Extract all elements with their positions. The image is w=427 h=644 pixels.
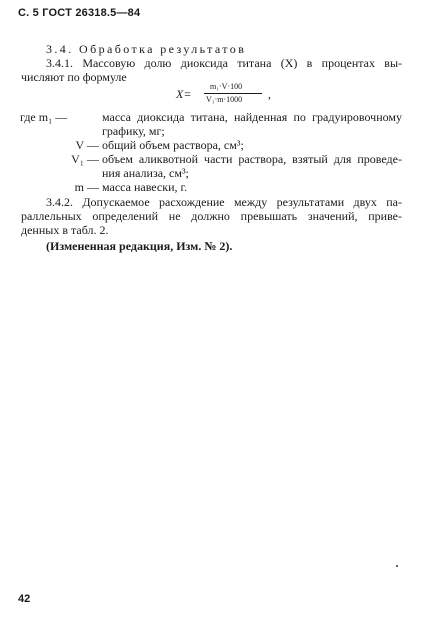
def-text-v1-cont: ния анализа, см³; — [102, 166, 189, 180]
formula-numerator: m₁·V·100 — [210, 82, 243, 91]
formula-comma: , — [268, 87, 271, 101]
formula-lhs: X= — [176, 87, 192, 101]
section-title: 3.4. Обработка результатов — [46, 42, 247, 56]
paragraph-3-4-1-line-1: 3.4.1. Массовую долю диоксида титана (X) в процентах вы- — [46, 56, 402, 70]
paragraph-3-4-2-line-2: раллельных определений не должно превышать значений, приве- — [21, 209, 402, 223]
def-symbol-m: m — — [74, 180, 99, 194]
page-number: 42 — [18, 593, 31, 605]
paragraph-3-4-2-line-1: 3.4.2. Допускаемое расхождение между результатами двух па- — [46, 195, 402, 209]
def-text-m: масса навески, г. — [102, 180, 188, 194]
def-text-v1: объем аликвотной части раствора, взятый для проведе- — [102, 152, 402, 166]
def-text-m1: масса диоксида титана, найденная по градуировочному — [102, 110, 402, 124]
def-text-v: общий объем раствора, см³; — [102, 138, 244, 152]
fraction-bar — [204, 93, 262, 94]
paragraph-3-4-2-line-3: денных в табл. 2. — [21, 223, 109, 237]
formula-denominator: V₁·m·1000 — [206, 95, 243, 104]
stray-mark — [396, 565, 398, 567]
def-text-m1-cont: графику, мг; — [102, 124, 165, 138]
amendment-note: (Измененная редакция, Изм. № 2). — [46, 239, 233, 253]
def-symbol-m1: где m₁ — — [20, 110, 68, 124]
paragraph-3-4-1-line-2: числяют по формуле — [21, 70, 127, 84]
def-symbol-v1: V₁ — — [71, 152, 99, 166]
formula — [176, 82, 286, 108]
def-symbol-v: V — — [75, 138, 99, 152]
page-header: С. 5 ГОСТ 26318.5—84 — [18, 7, 141, 19]
